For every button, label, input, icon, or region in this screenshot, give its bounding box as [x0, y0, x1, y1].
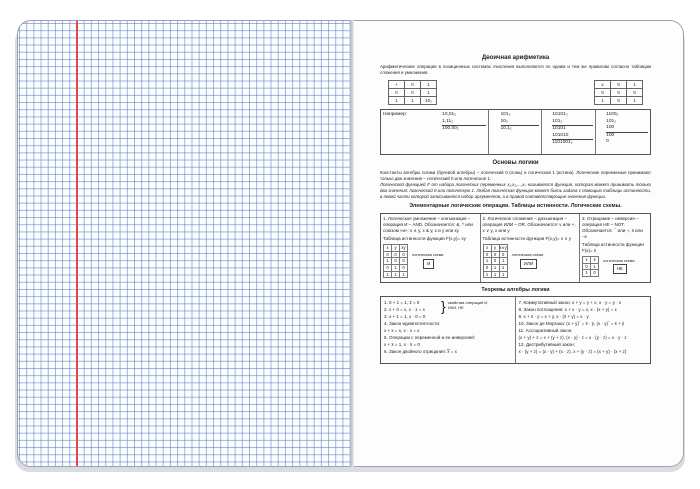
- or-section: [481, 214, 581, 282]
- mul-table-row: [595, 81, 643, 89]
- not-tt-cell: x: [583, 256, 591, 263]
- mul-table-cell: 0: [627, 89, 643, 97]
- theorem-left-line: x + x = x, x · x = x: [384, 327, 420, 333]
- or-tt-cell: 1: [499, 271, 507, 278]
- and-tt-cell: 0: [384, 251, 392, 258]
- mul-table-row: [595, 97, 643, 105]
- not-gate: НЕ: [613, 264, 627, 274]
- theorem-left-line: 3. x + 1 = 1, x · 0 = 0: [384, 313, 426, 319]
- or-tt-cell: x: [483, 244, 491, 251]
- multiplication-table: [594, 80, 643, 105]
- theorem-left-line: 2. x + 0 = x, x · 1 = x: [384, 306, 425, 312]
- theorem-left-line: 4. Закон идемпотентности:: [384, 320, 441, 326]
- and-tt-cell: x: [384, 244, 392, 251]
- ex-div-line: 1100₂: [606, 112, 619, 118]
- add-table-cell: 1: [389, 97, 405, 105]
- and-tt-cell: 0: [400, 264, 408, 271]
- or-tt-cell: 0: [499, 251, 507, 258]
- not-text: 3. Отрицание – инверсия – операция НЕ – NOT. Обозначается: ¯ или ¬, x̄ или ¬x: [582, 215, 643, 239]
- not-tt-cell: 0: [583, 263, 591, 270]
- mul-table-cell: 1: [627, 97, 643, 105]
- and-tt-cell: 0: [392, 251, 400, 258]
- not-tt-cell: 0: [591, 270, 599, 277]
- reference-content: [380, 52, 651, 364]
- margin-line: [76, 21, 78, 466]
- and-tt-cell: 1: [392, 264, 400, 271]
- not-tt-cell: 1: [591, 263, 599, 270]
- or-tt-cell: y: [491, 244, 499, 251]
- not-tt-cell: 1: [583, 270, 591, 277]
- brace-note: [441, 297, 491, 314]
- theorem-left-line: x + x̄ = 1, x · x̄ = 0: [384, 341, 420, 347]
- ex-mul-line: 10101: [552, 126, 566, 132]
- example-label: Например:: [383, 112, 408, 118]
- or-tt-cell: 1: [483, 258, 491, 265]
- and-tt-cell: 1: [400, 271, 408, 278]
- not-caption: Таблица истинности функции F(x)= x̄: [582, 241, 644, 253]
- theorems-left: [381, 297, 516, 363]
- theorem-right-line: 7. Коммутативный закон: x + y = y + x, x · y = y · x: [518, 299, 622, 305]
- or-scheme-label: логическая схема: [511, 253, 544, 258]
- mul-table-cell: 0: [611, 81, 627, 89]
- ex-sub-line: 10₂: [501, 119, 540, 126]
- ex-div-line: 0: [606, 139, 609, 145]
- or-tt-cell: x∨y: [499, 244, 507, 250]
- and-tt-row: [384, 251, 408, 258]
- mul-table-cell: 0: [611, 89, 627, 97]
- and-tt-cell: xy: [401, 244, 406, 250]
- ex-add-line: 1,11₂: [442, 119, 485, 126]
- addition-table: [388, 80, 437, 105]
- grid-page: [17, 20, 352, 467]
- and-tt-row: [384, 258, 408, 265]
- theorem-left-line: 6. Закон двойного отрицания: x̿ = x: [384, 348, 457, 354]
- theorem-right-line: (x + y) + z = x + (y + z), (x · y) · z = x · (y · z) = x · y · z: [518, 334, 627, 340]
- theorem-left-line: 5. Операции с переменной и ее инверсией:: [384, 334, 475, 340]
- theorem-left-line: 1. 0 + 1 = 1, 1̄ = 0: [384, 299, 420, 305]
- op-tables: [388, 80, 643, 105]
- or-tt-cell: 1: [499, 258, 507, 265]
- add-table-cell: 1: [405, 97, 421, 105]
- mul-table-cell: 1: [595, 97, 611, 105]
- and-tt-cell: y: [392, 244, 400, 251]
- theorems-right: [516, 297, 651, 363]
- theorem-right-line: 10. Закон де Моргана: (x + y)‾ = x̄ · ȳ, (x · y)‾ = x̄ + ȳ: [518, 320, 625, 326]
- or-tt-cell: 0: [483, 264, 491, 271]
- or-caption: Таблица истинности функции F(x,y)= x ∨ y: [482, 235, 572, 241]
- or-tt-cell: 1: [483, 271, 491, 278]
- or-tt-cell: 1: [491, 271, 499, 278]
- brace-icon: }: [441, 297, 446, 314]
- and-tt-row: [384, 244, 408, 251]
- and-tt-cell: 0: [400, 258, 408, 265]
- add-table-cell: 0: [405, 81, 421, 89]
- example-add: [440, 110, 488, 154]
- ex-mul-line: 101₂: [552, 119, 593, 126]
- ex-sub-line: 10,1₂: [500, 126, 512, 132]
- or-tt-row: [483, 264, 507, 271]
- logic-para1: Константы алгебры логики (булевой алгебры) – логический 0 (ложь) и логическая 1 (истина). Логические переменные принимают только два значения – логический 0 или логическое 1.: [380, 169, 651, 181]
- logic-title: Основы логики: [492, 160, 539, 167]
- theorem-right-line: 12. Дистрибутивный закон:: [518, 341, 575, 347]
- example-div: [596, 110, 650, 154]
- ex-div-line: 100: [606, 125, 648, 132]
- and-truth-table: [383, 244, 408, 278]
- and-caption: Таблица истинности функции F(x,y)= xy: [383, 235, 466, 241]
- mul-table-cell: 0: [611, 97, 627, 105]
- ex-mul-line: 10101₂: [552, 112, 568, 118]
- ops-box: [380, 213, 651, 283]
- or-truth-table: [483, 244, 508, 278]
- mul-table-cell: 0: [595, 89, 611, 97]
- add-table-cell: 1: [421, 89, 437, 97]
- theorem-right-line: 8. Закон поглощения: x + x · y = x, x · (x + y) = x: [518, 306, 617, 312]
- ex-div-line: 100: [606, 132, 615, 138]
- example-mul: [542, 110, 596, 154]
- and-section: [381, 214, 481, 282]
- not-section: [580, 214, 650, 282]
- or-gate: ИЛИ: [520, 259, 537, 269]
- theorem-right-line: 11. Ассоциативный закон:: [518, 327, 573, 333]
- or-tt-cell: 0: [491, 251, 499, 258]
- add-table-row: [389, 89, 437, 97]
- logic-para2: Логической функцией F от набора логических переменных x₁,x₂,...,xₙ называется функция, которая может принимать только два значения: логический 0 или логическую 1. Любая логическая функция может быть задана с помощью таблицы истинности, в левой части которой записывается набор аргументов, а в правой соответствующие значения функции.: [380, 181, 651, 200]
- add-table-cell: +: [389, 81, 405, 89]
- ex-div-line: 101₂: [606, 118, 617, 124]
- or-tt-row: [483, 271, 507, 278]
- and-tt-cell: 1: [392, 271, 400, 278]
- ex-sub-line: 101₂: [500, 112, 511, 118]
- and-tt-cell: 0: [392, 258, 400, 265]
- not-tt-cell: x̄: [591, 256, 599, 263]
- ops-title: Элементарные логические операции. Таблицы истинности. Логические схемы.: [409, 203, 622, 210]
- or-tt-row: [483, 258, 507, 265]
- and-tt-row: [384, 264, 408, 271]
- example-sub: [489, 110, 543, 154]
- theorem-right-line: x · (y + z) = (x · y) + (x · z), x + (y · z) = (x + y) · (x + z): [518, 348, 627, 354]
- add-table-cell: 0: [389, 89, 405, 97]
- theorems-box: [380, 296, 651, 364]
- or-text: 2. Логическое сложение – дизъюнкция – операция ИЛИ – OR. Обозначается: v или +, x ∨ y, x или y: [482, 215, 576, 233]
- and-tt-cell: 0: [384, 264, 392, 271]
- theorems-title: Теоремы алгебры логики: [481, 286, 550, 293]
- add-table-cell: 1: [421, 81, 437, 89]
- and-gate: И: [423, 259, 434, 269]
- and-scheme-label: логическая схема: [412, 253, 444, 258]
- and-tt-cell: 0: [400, 251, 408, 258]
- or-tt-cell: 0: [491, 258, 499, 265]
- or-tt-row: [483, 244, 507, 251]
- ex-mul-line: 1101001₂: [552, 140, 573, 146]
- ex-add-line: 100,00₂: [442, 126, 459, 132]
- not-truth-table: [582, 256, 599, 277]
- or-tt-cell: 1: [499, 264, 507, 271]
- mul-table-cell: 1: [627, 81, 643, 89]
- add-table-cell: 0: [405, 89, 421, 97]
- not-tt-row: [583, 270, 599, 277]
- brace-text: свойства операций И, ИЛИ, НЕ: [447, 299, 489, 311]
- add-table-row: [389, 97, 437, 105]
- add-table-cell: 10₂: [421, 97, 437, 105]
- not-tt-row: [583, 256, 599, 263]
- ex-mul-line: 101010: [552, 133, 593, 140]
- spine: [350, 20, 354, 467]
- mul-table-row: [595, 89, 643, 97]
- or-tt-cell: 1: [491, 264, 499, 271]
- mul-table-cell: x: [595, 81, 611, 89]
- or-tt-row: [483, 251, 507, 258]
- theorem-right-line: 9. x + x̄ · y = x + y, x · (x̄ + y) = x · y: [518, 313, 589, 319]
- and-tt-cell: 1: [384, 271, 392, 278]
- binary-intro: Арифметические операции в позиционных системах счисления выполняются по одним и тем же правилам согласно таблицам сложения и умножения.: [380, 64, 651, 76]
- binary-title: Двоичная арифметика: [481, 55, 550, 61]
- ex-add-line: 10,01₂: [442, 112, 457, 118]
- and-text: 1. Логическое умножение – конъюнкция – операция И – AND. Обозначается: &, ^ или союзом «и»: x ∧ y, x & y, x и y или xy: [383, 215, 473, 233]
- and-tt-row: [384, 271, 408, 278]
- or-tt-cell: 0: [483, 251, 491, 258]
- add-table-row: [389, 81, 437, 89]
- not-scheme-label: логическая схема: [603, 258, 635, 263]
- not-tt-row: [583, 263, 599, 270]
- examples-box: [380, 109, 651, 155]
- and-tt-cell: 1: [384, 258, 392, 265]
